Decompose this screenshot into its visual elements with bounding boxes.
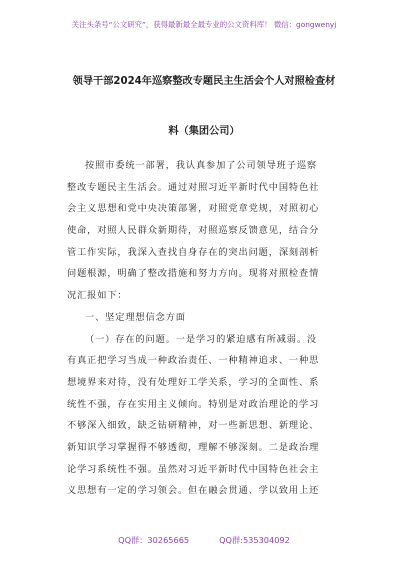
qq-group-1: QQ群：30265665: [118, 535, 190, 545]
qq-group-2: QQ群:535304092: [219, 535, 290, 545]
document-title-line-2: 料（集团公司）: [168, 126, 240, 137]
section-heading: 一、坚定理想信念方面: [85, 311, 186, 323]
body-line: 有真正把学习当成一种政治责任、一种精神追求、一种思: [67, 355, 320, 367]
document-title-line-1: 领导干部2024年巡察整改专题民主生活会个人对照检查材: [72, 76, 336, 87]
body-line: 义思想有一定的学习领会。但在融会贯通、学以致用上还: [67, 485, 320, 497]
body-line: 论学习系统性不强。虽然对习近平新时代中国特色社会主: [67, 463, 320, 475]
body-line: 使命，对照人民群众新期待，对照巡察反馈意见，结合分: [67, 225, 320, 237]
body-line: 问题根源，明确了整改措施和努力方向。现将对照检查情: [67, 268, 320, 280]
body-line: 会主义思想和党中央决策部署，对照党章党规，对照初心: [67, 203, 320, 215]
body-line: 想境界来对待，没有处理好工学关系，学习的全面性、系: [67, 376, 320, 388]
body-line: 况汇报如下：: [67, 290, 128, 302]
body-line: 新知识学习掌握得不够透彻，理解不够深刻。二是政治理: [67, 441, 320, 453]
body-line: 统性不强，存在实用主义倾向。特别是对政治理论的学习: [67, 398, 320, 410]
promo-banner: 关注头条号“公文研究”，获得最新最全最专业的公文资料库！ 微信：gongwenyj: [71, 20, 337, 29]
body-line: 按照市委统一部署，我认真参加了公司领导班子巡察: [85, 160, 318, 171]
body-line: 不够深入细致，缺乏钻研精神，对一些新思想、新理论、: [67, 420, 320, 432]
body-line: 管工作实际，我深入查找自身存在的突出问题，深刻剖析: [67, 246, 320, 258]
footer-contact: [0, 535, 408, 546]
body-line: （一）存在的问题。一是学习的紧迫感有所减弱。没: [85, 333, 318, 345]
document-body: [67, 155, 347, 502]
body-line: 整改专题民主生活会。通过对照习近平新时代中国特色社: [67, 181, 320, 193]
